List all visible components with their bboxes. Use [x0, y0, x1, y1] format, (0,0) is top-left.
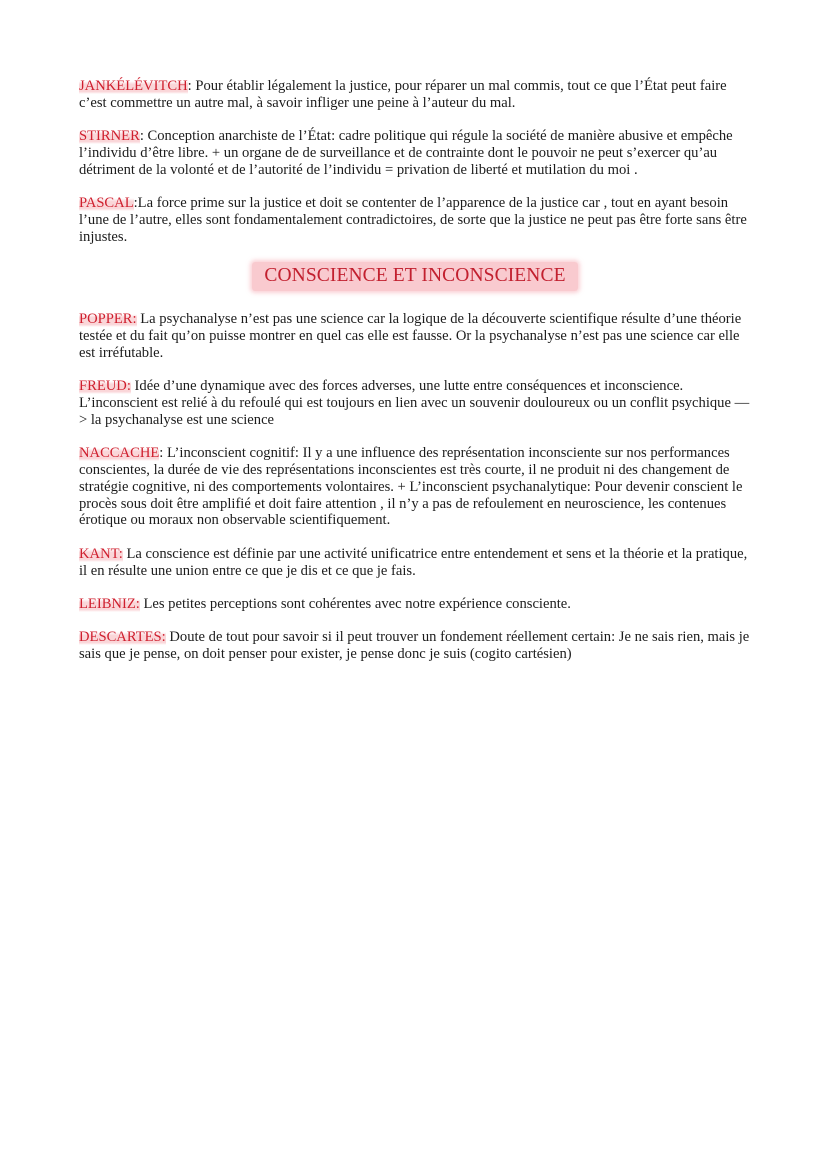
paragraph-descartes [79, 629, 751, 663]
paragraph-jankelevitch [79, 78, 751, 112]
section-heading: CONSCIENCE ET INCONSCIENCE [252, 262, 577, 291]
document-page [79, 78, 751, 679]
section-heading-wrap [79, 262, 751, 291]
paragraph-text: Les petites perceptions sont cohérentes avec notre expérience consciente. [139, 595, 571, 612]
paragraph-popper [79, 311, 751, 361]
philosopher-name: PASCAL [79, 195, 134, 212]
paragraph-text: La conscience est définie par une activité unificatrice entre entendement et sens et la théorie et la pratique, il en résulte une union entre ce que je dis et ce que je fais. [79, 545, 748, 579]
philosopher-name: FREUD: [79, 378, 131, 395]
paragraph-naccache [79, 445, 751, 529]
paragraph-text: : Pour établir légalement la justice, pour réparer un mal commis, tout ce que l’État peut faire c’est commettre un autre mal, à savoir infliger une peine à l’auteur du mal. [79, 78, 727, 111]
philosopher-name: DESCARTES: [79, 629, 166, 646]
philosopher-name: KANT: [79, 545, 123, 562]
philosopher-name: LEIBNIZ: [79, 595, 140, 612]
philosopher-name: NACCACHE [79, 445, 160, 462]
paragraph-text: :La force prime sur la justice et doit se contenter de l’apparence de la justice car , tout en ayant besoin l’une de l’autre, elles sont fondamentalement contradictoires, de sorte que la justice ne peut pas être forte sans être injustes. [79, 195, 747, 245]
paragraph-text: Idée d’une dynamique avec des forces adverses, une lutte entre conséquences et inconscience. L’inconscient est relié à du refoulé qui est toujours en lien avec un souvenir douloureux ou un conflit psychique —> la psychanalyse est une science [79, 378, 750, 428]
philosopher-name: STIRNER [79, 128, 140, 145]
paragraph-text: La psychanalyse n’est pas une science car la logique de la découverte scientifique résulte d’une théorie testée et du fait qu’on puisse montrer en quel cas elle est fausse. Or la psychanalyse n’est pas une science car elle est irréfutable. [79, 311, 742, 361]
paragraph-kant [79, 546, 751, 580]
paragraph-text: Doute de tout pour savoir si il peut trouver un fondement réellement certain: Je ne sais rien, mais je sais que je pense, on doit penser pour exister, je pense donc je suis (cogito cartésien) [79, 629, 750, 663]
philosopher-name: JANKÉLÉVITCH [79, 78, 188, 94]
philosopher-name: POPPER: [79, 311, 137, 328]
paragraph-freud [79, 378, 751, 428]
paragraph-pascal [79, 195, 751, 245]
paragraph-stirner [79, 128, 751, 178]
paragraph-text: : L’inconscient cognitif: Il y a une influence des représentation inconsciente sur nos performances conscientes, la durée de vie des représentations inconscientes est très courte, il ne produit ni des changement de stratégie cognitive, ni des comportements volontaires. + L’inconscient psychanalytique: Pour devenir conscient le procès sous doit être amplifié et doit faire attention , il n’y a pas de refoulement en neuroscience, les contenues érotique ou moraux non observable scientifiquement. [79, 445, 743, 529]
paragraph-text: : Conception anarchiste de l’État: cadre politique qui régule la société de manière abusive et empêche l’individu d’être libre. + un organe de de surveillance et de contrainte dont le pouvoir ne peut s’exercer qu’au détriment de la volonté et de l’autorité de l’individu = privation de liberté et mutilation du moi . [79, 128, 733, 178]
paragraph-leibniz [79, 596, 751, 613]
